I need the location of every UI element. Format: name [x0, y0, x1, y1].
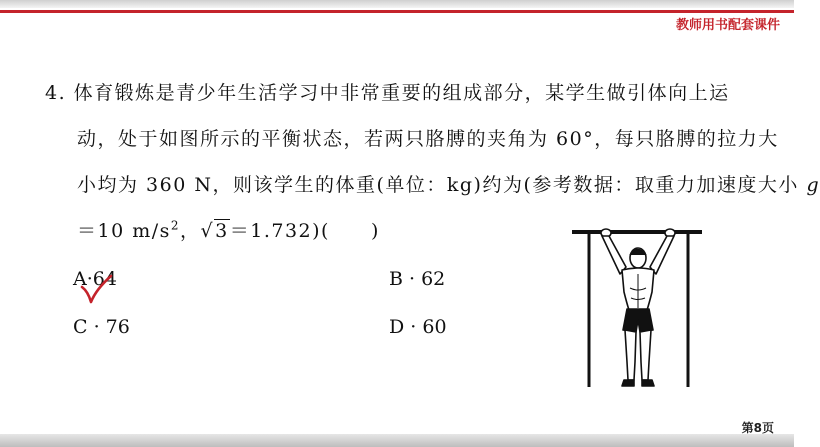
- question-line-1: 4. 体育锻炼是青少年生活学习中非常重要的组成部分，某学生做引体向上运: [45, 82, 730, 104]
- separator-comma: ，: [180, 220, 201, 242]
- sqrt-radicand: 3: [215, 220, 229, 242]
- question-line-3: [77, 170, 820, 197]
- option-d-letter: D: [389, 316, 405, 338]
- option-a-value: 64: [92, 268, 117, 290]
- option-d-value: 60: [422, 316, 447, 338]
- question-line-4: [77, 216, 380, 243]
- option-c-letter: C: [73, 316, 88, 338]
- student-figure: [601, 229, 675, 386]
- pull-up-bar: [572, 230, 702, 234]
- unit-exponent: 2: [170, 218, 181, 233]
- option-b-value: 62: [421, 268, 446, 290]
- sqrt-value-and-blank: ＝1.732)( ): [229, 220, 380, 242]
- option-b-letter: B: [389, 268, 403, 290]
- option-a[interactable]: A·64: [73, 268, 117, 290]
- option-c-value: 76: [105, 316, 130, 338]
- question-line-2: 动，处于如图所示的平衡状态，若两只胳膊的夹角为 60°，每只胳膊的拉力大: [77, 128, 779, 150]
- check-mark-icon: [80, 275, 112, 305]
- option-c[interactable]: C · 76: [73, 316, 130, 338]
- pull-up-figure: [572, 222, 702, 392]
- gravity-symbol: g: [806, 174, 820, 196]
- option-d[interactable]: D · 60: [389, 316, 447, 338]
- question-line-3-text: 小均为 360 N，则该学生的体重(单位：kg)约为(参考数据：取重力加速度大小: [77, 174, 807, 196]
- gravity-value: ＝10 m/s: [77, 220, 171, 242]
- sqrt-expression: √3: [200, 220, 229, 242]
- footer-band: [0, 434, 794, 447]
- page-number: 第8页: [741, 421, 774, 435]
- header-label: 教师用书配套课件: [675, 18, 780, 33]
- option-b[interactable]: B · 62: [389, 268, 446, 290]
- option-a-letter: A: [73, 268, 87, 290]
